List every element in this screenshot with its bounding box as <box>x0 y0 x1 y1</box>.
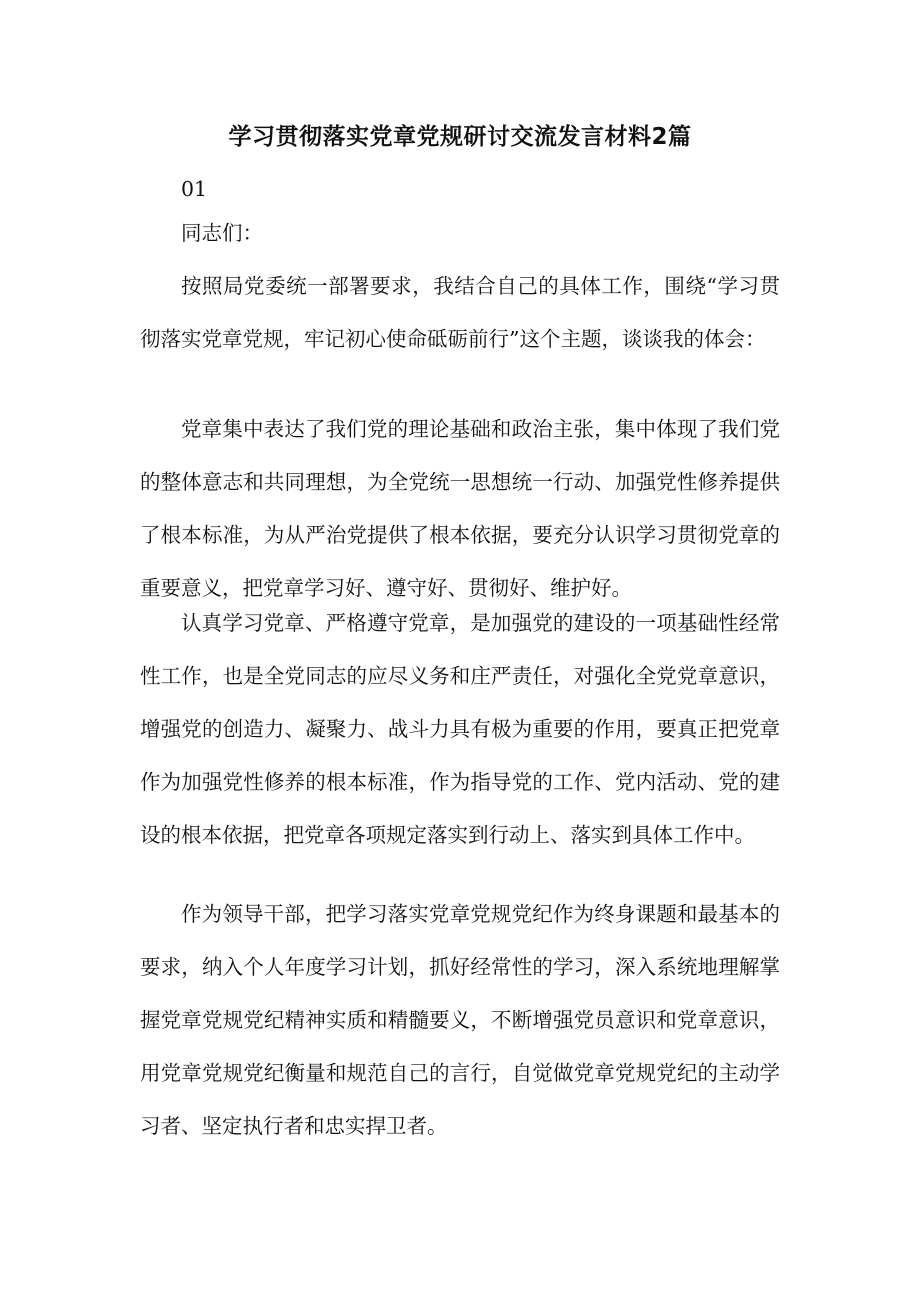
document-title: 学习贯彻落实党章党规研讨交流发言材料2篇 <box>228 124 692 150</box>
paragraph-3: 认真学习党章、严格遵守党章，是加强党的建设的一项基础性经常性工作，也是全党同志的应尽义务和庄严责任，对强化全党党章意识，增强党的创造力、凝聚力、战斗力具有极为重要的作用，要真正把党章作为加强党性修养的根本标准，作为指导党的工作、党内活动、党的建设的根本依据，把党章各项规定落实到行动上、落实到具体工作中。 <box>140 611 780 847</box>
section-number: 01 <box>181 177 208 201</box>
paragraph-2: 党章集中表达了我们党的理论基础和政治主张，集中体现了我们党的整体意志和共同理想，为全党统一思想统一行动、加强党性修养提供了根本标准，为从严治党提供了根本依据，要充分认识学习贯彻党章的重要意义，把党章学习好、遵守好、贯彻好、维护好。 <box>140 417 780 600</box>
greeting: 同志们： <box>181 221 263 245</box>
paragraph-1: 按照局党委统一部署要求，我结合自己的具体工作，围绕“学习贯彻落实党章党规，牢记初心使命砥砺前行”这个主题，谈谈我的体会： <box>140 274 780 351</box>
paragraph-4: 作为领导干部，把学习落实党章党规党纪作为终身课题和最基本的要求，纳入个人年度学习计划，抓好经常性的学习，深入系统地理解掌握党章党规党纪精神实质和精髓要义，不断增强党员意识和党章意识，用党章党规党纪衡量和规范自己的言行，自觉做党章党规党纪的主动学习者、坚定执行者和忠实捍卫者。 <box>140 902 780 1138</box>
